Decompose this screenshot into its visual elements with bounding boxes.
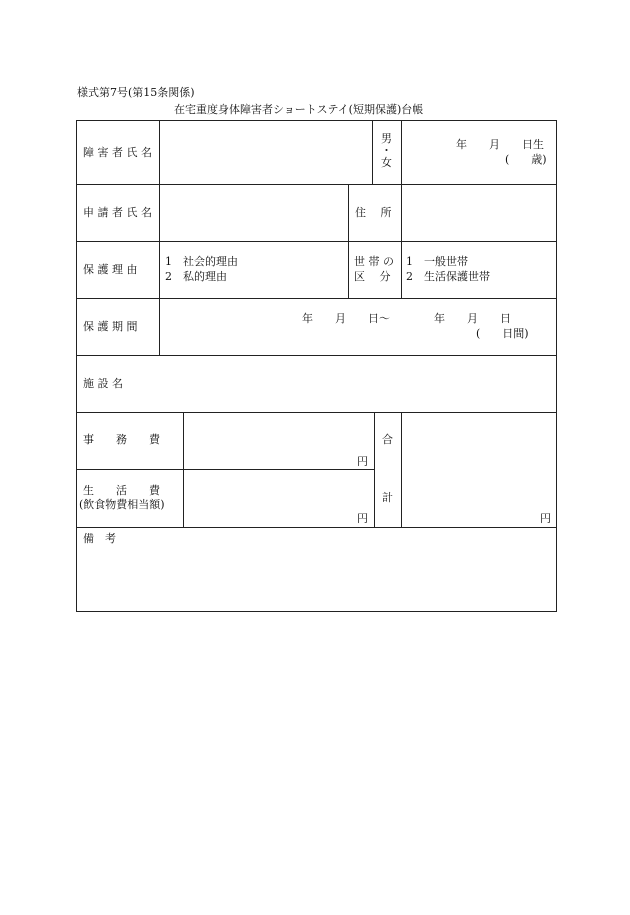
sex-female: 女 [381,156,392,169]
birth-date: 年 月 日生 [456,138,544,151]
applicant-name-label: 申 請 者 氏 名 [83,206,152,219]
total-label: 合 [382,433,393,446]
total-label: 計 [382,491,393,504]
remarks-label: 備 考 [83,532,116,545]
row-divider [76,355,557,356]
form-title: 在宅重度身体障害者ショートステイ(短期保護)台帳 [174,103,424,116]
household-option-2: 2 生活保護世帯 [406,270,490,283]
household-option-1: 1 一般世帯 [406,255,468,268]
row-divider [76,241,557,242]
reason-label: 保 護 理 由 [83,263,138,276]
form-number: 様式第7号(第15条関係) [77,86,195,99]
col-divider [159,120,160,355]
reason-option-2: 2 私的理由 [165,270,227,283]
age: ( 歳) [505,153,547,166]
col-divider [401,120,402,298]
living-cost-yen: 円 [357,512,368,525]
period-label: 保 護 期 間 [83,320,138,333]
address-label: 住 所 [355,206,392,219]
living-cost-sublabel: (飲食物費相当額) [79,498,165,511]
row-divider [76,184,557,185]
period-days: ( 日間) [476,327,529,340]
living-cost-label: 生 活 費 [83,484,160,497]
disabled-name-label: 障 害 者 氏 名 [83,146,152,159]
sex-dot: ・ [381,144,392,157]
col-divider [401,412,402,527]
col-divider [372,120,373,184]
reason-option-1: 1 社会的理由 [165,255,238,268]
ledger-table [76,120,557,612]
household-label: 区 分 [354,270,391,283]
col-divider [374,412,375,527]
total-yen: 円 [540,512,551,525]
col-divider [183,412,184,527]
row-divider [76,469,374,470]
period-dates: 年 月 日～ 年 月 日 [302,312,511,325]
office-cost-yen: 円 [357,455,368,468]
household-label: 世 帯 の [354,255,394,268]
office-cost-label: 事 務 費 [83,433,160,446]
sex-male: 男 [381,132,392,145]
row-divider [76,298,557,299]
col-divider [348,184,349,298]
row-divider [76,527,557,528]
row-divider [76,412,557,413]
facility-label: 施 設 名 [83,377,123,390]
